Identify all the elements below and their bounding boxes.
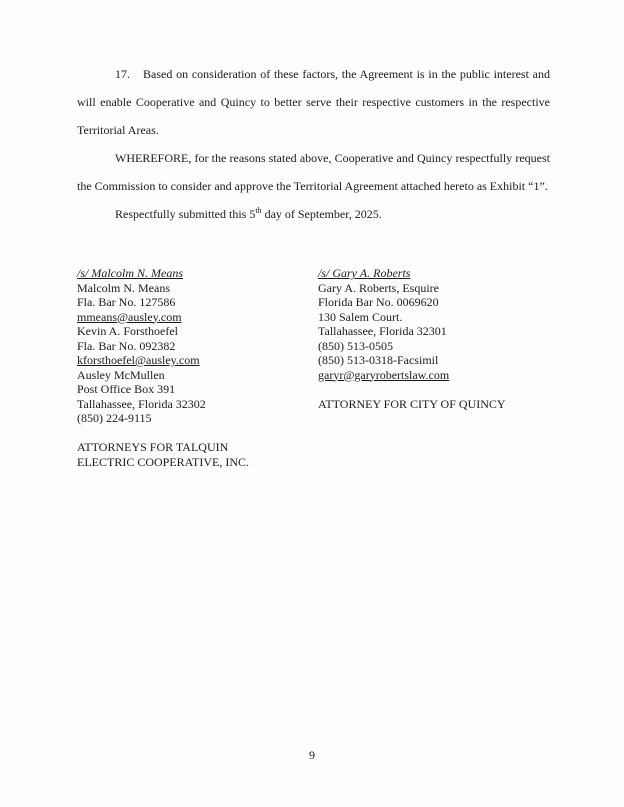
paragraph-17-text: Based on consideration of these factors, the Agreement is in the public interest and will enable Cooperative and Quincy to better serve their respective customers in the respective Territorial Areas. xyxy=(77,67,550,137)
fax-number: (850) 513-0318-Facsimil xyxy=(318,353,439,367)
role-line: ELECTRIC COOPERATIVE, INC. xyxy=(77,454,249,469)
signature-section xyxy=(77,266,550,469)
role-line: ATTORNEY FOR CITY OF QUINCY xyxy=(318,396,506,411)
signature-block-cooperative xyxy=(77,266,318,469)
email-address: kforsthoefel@ausley.com xyxy=(77,353,200,367)
role-line: ATTORNEYS FOR TALQUIN xyxy=(77,440,229,454)
submitted-suffix: day of September, 2025. xyxy=(261,207,382,221)
address-line: Tallahassee, Florida 32302 xyxy=(77,396,206,411)
ordinal-suffix: th xyxy=(255,206,262,215)
submitted-paragraph xyxy=(77,200,550,228)
signature-line-roberts: /s/ Gary A. Roberts xyxy=(318,266,411,280)
address-line: 130 Salem Court. xyxy=(318,309,403,324)
attorney-name: Kevin A. Forsthoefel xyxy=(77,324,178,338)
email-address: mmeans@ausley.com xyxy=(77,309,182,324)
address-line: Tallahassee, Florida 32301 xyxy=(318,324,447,338)
wherefore-text: WHEREFORE, for the reasons stated above, Cooperative and Quincy respectfully request the Commission to consider and approve the Territorial Agreement attached hereto as Exhibit “1”. xyxy=(77,151,550,193)
paragraph-17 xyxy=(77,60,550,144)
firm-name: Ausley McMullen xyxy=(77,367,165,382)
phone-number: (850) 224-9115 xyxy=(77,411,152,425)
attorney-name: Gary A. Roberts, Esquire xyxy=(318,280,439,295)
signature-line-means: /s/ Malcolm N. Means xyxy=(77,266,183,280)
page-number: 9 xyxy=(309,748,315,762)
bar-number: Florida Bar No. 0069620 xyxy=(318,295,439,309)
phone-number: (850) 513-0505 xyxy=(318,338,393,353)
bar-number: Fla. Bar No. 092382 xyxy=(77,338,176,353)
signature-block-quincy xyxy=(318,266,550,469)
attorney-role xyxy=(77,440,318,469)
email-address: garyr@garyrobertslaw.com xyxy=(318,367,450,382)
attorney-role xyxy=(318,397,550,412)
wherefore-paragraph xyxy=(77,144,550,200)
submitted-prefix: Respectfully submitted this 5 xyxy=(115,207,256,221)
document-body xyxy=(77,60,550,469)
bar-number: Fla. Bar No. 127586 xyxy=(77,295,176,309)
attorney-name: Malcolm N. Means xyxy=(77,280,170,295)
paragraph-17-number: 17. xyxy=(115,67,130,81)
address-line: Post Office Box 391 xyxy=(77,382,176,396)
